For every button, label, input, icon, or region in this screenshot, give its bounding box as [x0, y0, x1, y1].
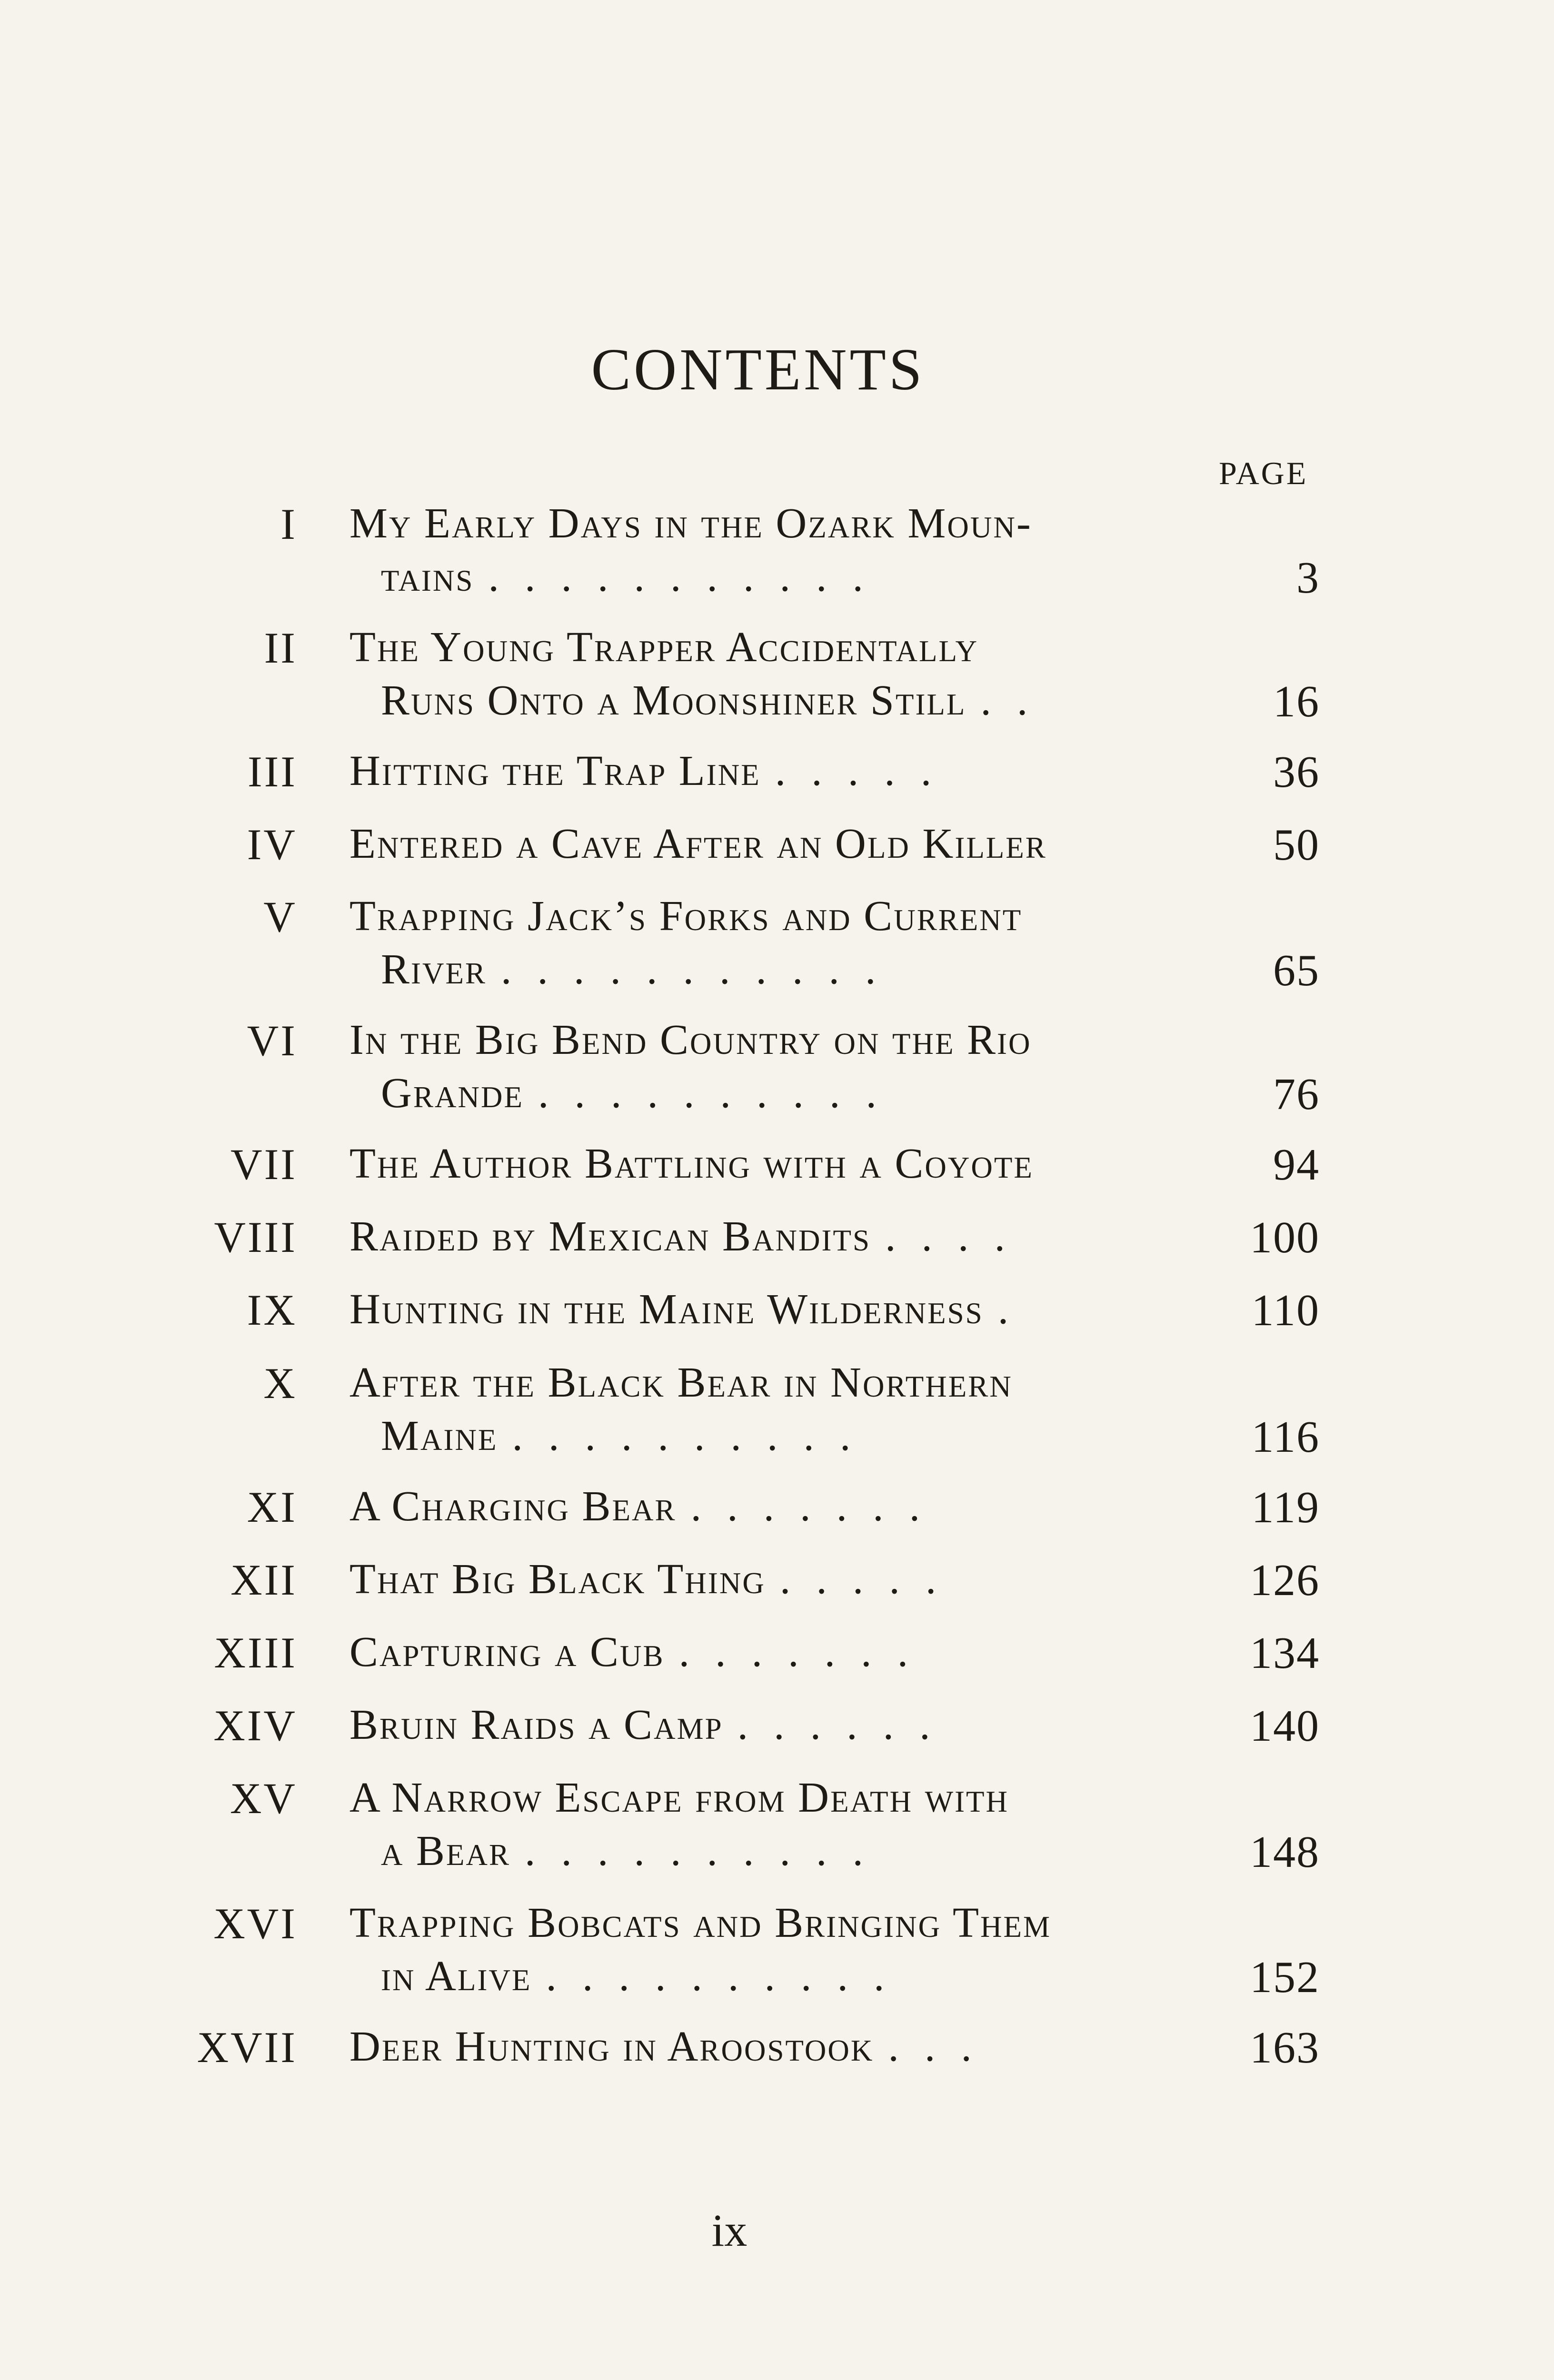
chapter-title-line [349, 1899, 1192, 1946]
chapter-title-line [349, 502, 1192, 545]
chapter-title-line [349, 1701, 1192, 1748]
dot-leaders: ..... [775, 747, 957, 794]
chapter-title-line [349, 1142, 1192, 1185]
chapter-title-line [349, 1215, 1192, 1258]
chapter-number: III [248, 747, 297, 796]
chapter-title-text: Capturing a Cub [349, 1628, 665, 1676]
chapter-title-line [381, 1412, 1192, 1459]
page-number: 126 [1250, 1556, 1320, 1605]
chapter-title-text: Raided by Mexican Bandits [349, 1213, 871, 1260]
toc-entry [0, 1899, 1554, 2011]
page-number: 110 [1251, 1286, 1320, 1335]
chapter-title-line [349, 892, 1192, 940]
toc-entry [0, 1361, 1554, 1471]
dot-leaders: .......... [512, 1412, 877, 1459]
chapter-number: IV [247, 820, 297, 869]
dot-leaders: ...... [737, 1701, 956, 1748]
page-column-header: PAGE [1219, 455, 1308, 491]
chapter-title-line [349, 1361, 1192, 1404]
chapter-title-text: Grande [381, 1070, 524, 1117]
dot-leaders: ....... [678, 1628, 934, 1676]
chapter-title-text: In the Big Bend Country on the Rio [349, 1016, 1032, 1063]
chapter-title-text: Trapping Bobcats and Bringing Them [349, 1899, 1051, 1946]
chapter-number: VII [230, 1140, 297, 1189]
toc-entry [0, 2025, 1554, 2135]
chapter-title-text: That Big Black Thing [349, 1556, 766, 1603]
dot-leaders: ........... [488, 553, 889, 600]
chapter-title-text: in Alive [381, 1953, 532, 2000]
page-number: 163 [1250, 2023, 1320, 2073]
chapter-title-text: A Charging Bear [349, 1483, 677, 1530]
chapter-title-line [381, 1827, 1192, 1874]
page-number: 152 [1250, 1953, 1320, 2002]
dot-leaders: .. [980, 677, 1054, 724]
chapter-title-line [349, 1558, 1192, 1601]
toc-entry [0, 502, 1554, 612]
chapter-title-text: A Narrow Escape from Death with [349, 1774, 1009, 1821]
dot-leaders: .... [885, 1213, 1031, 1260]
page-number: 50 [1273, 820, 1320, 870]
page-number: 3 [1296, 553, 1320, 603]
chapter-title-text: River [381, 946, 487, 993]
chapter-title-text: The Author Battling with a Coyote [349, 1140, 1034, 1187]
dot-leaders: .......... [538, 1070, 902, 1117]
toc-entry [0, 626, 1554, 735]
chapter-number: II [264, 624, 297, 672]
dot-leaders: .......... [525, 1827, 889, 1874]
chapter-title-text: Deer Hunting in Aroostook [349, 2023, 874, 2070]
chapter-title-line [381, 948, 1192, 991]
chapter-title-line [349, 1485, 1192, 1528]
chapter-number: IX [247, 1286, 297, 1334]
page-number: 148 [1250, 1827, 1320, 1877]
page-number: 94 [1273, 1140, 1320, 1190]
chapter-title-line [349, 1016, 1192, 1063]
dot-leaders: ........... [501, 946, 902, 993]
dot-leaders: ....... [690, 1483, 946, 1530]
chapter-title-text: The Young Trapper Accidentally [349, 624, 979, 671]
page-number: 134 [1250, 1628, 1320, 1678]
page-number: 100 [1250, 1213, 1320, 1262]
chapter-title-text: Maine [381, 1412, 498, 1459]
chapter-number: XII [230, 1556, 297, 1604]
chapter-title-line [381, 679, 1192, 722]
chapter-title-line [349, 2025, 1192, 2068]
dot-leaders: .......... [546, 1953, 910, 2000]
toc-entry [0, 1016, 1554, 1128]
chapter-title-line [349, 820, 1192, 867]
chapter-title-text: a Bear [381, 1827, 511, 1874]
dot-leaders: ... [888, 2023, 997, 2070]
chapter-title-line [349, 1628, 1192, 1676]
chapter-number: XI [247, 1483, 297, 1531]
chapter-title-text: Entered a Cave After an Old Killer [349, 820, 1047, 867]
page-number: 119 [1251, 1483, 1320, 1532]
chapter-number: XVI [213, 1899, 297, 1948]
chapter-title-line [381, 555, 1192, 598]
chapter-title-line [349, 1776, 1192, 1819]
chapter-number: I [280, 500, 297, 548]
chapter-number: XIV [213, 1701, 297, 1750]
page-number: 140 [1250, 1701, 1320, 1751]
page-number: 65 [1273, 946, 1320, 995]
chapter-title-line [349, 747, 1192, 794]
page-number: 16 [1273, 677, 1320, 726]
page-number: 36 [1273, 747, 1320, 797]
chapter-title-line [381, 1955, 1192, 1998]
page-number: 76 [1273, 1070, 1320, 1119]
chapter-number: VIII [214, 1213, 297, 1261]
chapter-number: XIII [214, 1628, 297, 1677]
dot-leaders: . [997, 1286, 1035, 1333]
contents-title: CONTENTS [591, 337, 925, 403]
chapter-title-text: After the Black Bear in Northern [349, 1359, 1013, 1406]
chapter-title-text: tains [381, 553, 474, 600]
chapter-number: XVII [197, 2023, 297, 2072]
chapter-title-text: Trapping Jack’s Forks and Current [349, 892, 1023, 940]
chapter-number: X [263, 1359, 297, 1408]
toc-entry [0, 1776, 1554, 1886]
chapter-number: XV [230, 1774, 297, 1823]
chapter-title-text: Hitting the Trap Line [349, 747, 761, 794]
chapter-number: VI [247, 1016, 297, 1065]
page-folio: ix [711, 2205, 747, 2256]
dot-leaders: ..... [779, 1556, 962, 1603]
chapter-title-text: Bruin Raids a Camp [349, 1701, 723, 1748]
page-number: 116 [1251, 1412, 1320, 1462]
chapter-title-line [349, 1288, 1192, 1331]
chapter-title-line [349, 626, 1192, 669]
toc-entry [0, 892, 1554, 1004]
chapter-title-line [381, 1072, 1192, 1115]
chapter-title-text: My Early Days in the Ozark Moun- [349, 500, 1032, 547]
chapter-title-text: Hunting in the Maine Wilderness [349, 1286, 984, 1333]
chapter-number: V [263, 892, 297, 941]
chapter-title-text: Runs Onto a Moonshiner Still [381, 677, 966, 724]
